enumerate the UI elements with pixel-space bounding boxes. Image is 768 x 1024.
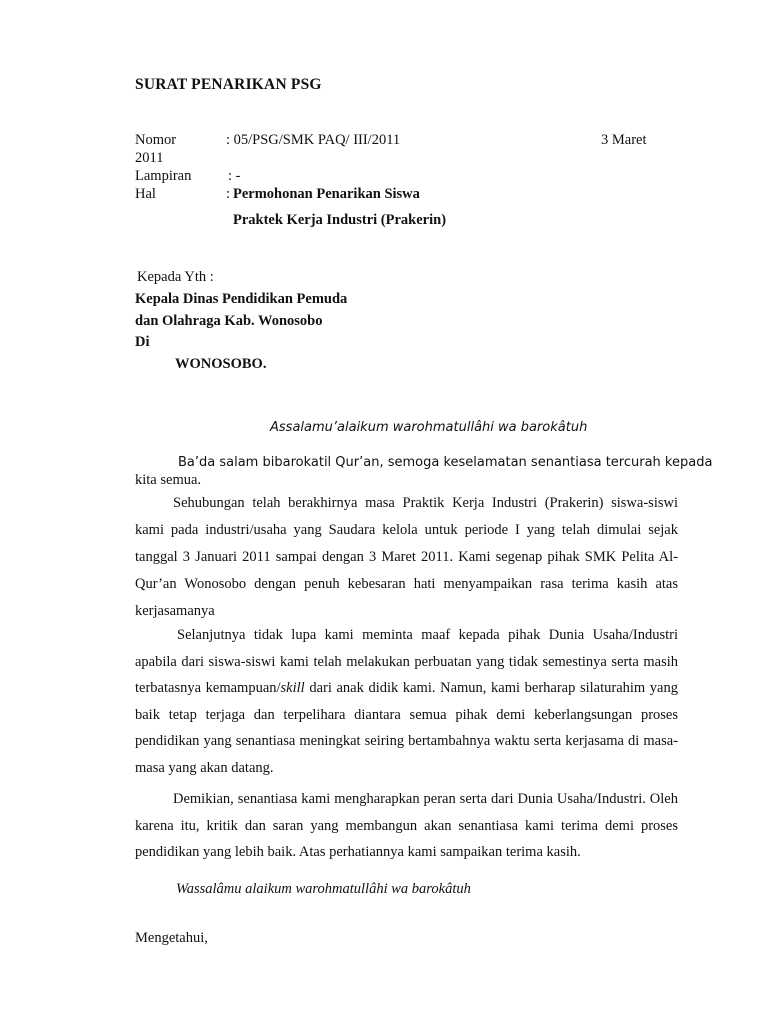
paragraph-3 [135,622,678,781]
paragraph-3-text-a: Selanjutnya tidak lupa kami meminta maaf kepada pihak Dunia Usaha/Industri apabila dari siswa-siswi kami telah melakukan perbuatan yang tidak semestinya serta masih terbatasnya kemampuan/ [135,627,678,696]
paragraph-4-text: Demikian, senantiasa kami mengharapkan peran serta dari Dunia Usaha/Industri. Oleh karena itu, kritik dan saran yang membangun akan senantiasa kami terima demi proses pendidikan yang lebih baik. Atas perhatiannya kami sampaikan terima kasih. [135,791,678,860]
paragraph-2 [135,490,678,625]
salutation: Assalamu’alaikum warohmatullâhi wa barokâtuh [270,420,588,435]
paragraph-1-line1: Ba’da salam bibarokatil Qur’an, semoga keselamatan senantiasa tercurah kepada [178,455,713,470]
hal-subject-line2: Praktek Kerja Industri (Prakerin) [233,212,447,228]
hal-label: Hal [135,186,156,202]
letter-date-year: 2011 [135,150,164,166]
recipient-line2: dan Olahraga Kab. Wonosobo [135,313,323,329]
nomor-value: : 05/PSG/SMK PAQ/ III/2011 [226,132,401,148]
recipient-greeting: Kepada Yth : [137,269,214,285]
paragraph-3-skill: skill [280,680,305,696]
hal-colon: : [226,186,231,202]
letter-date: 3 Maret [601,132,647,148]
lampiran-label: Lampiran [135,168,192,184]
paragraph-2-text: Sehubungan telah berakhirnya masa Praktik Kerja Industri (Prakerin) siswa-siswi kami pada industri/usaha yang Saudara kelola untuk periode I yang telah dimulai sejak tanggal 3 Januari 2011 sampai dengan 3 Maret 2011. Kami segenap pihak SMK Pelita Al-Qur’an Wonosobo dengan penuh kebesaran hati menyampaikan rasa terima kasih atas kerjasamanya [135,495,678,619]
recipient-city: WONOSOBO. [175,356,267,372]
sign-off: Mengetahui, [135,930,208,946]
lampiran-value: : - [228,168,241,184]
paragraph-3-text-b: dari anak didik kami. Namun, kami berharap silaturahim yang baik tetap terjaga dan terpelihara diantara semua pihak demi keberlangsungan proses pendidikan yang senantiasa meningkat seiring bertambahnya waktu serta kerjasama di masa-masa yang akan datang. [135,680,678,776]
paragraph-4 [135,786,678,866]
closing-salutation: Wassalâmu alaikum warohmatullâhi wa barokâtuh [176,881,471,897]
recipient-line3: Di [135,334,150,350]
hal-subject-line1: Permohonan Penarikan Siswa [233,186,420,202]
letter-title: SURAT PENARIKAN PSG [135,76,322,93]
nomor-label: Nomor [135,132,177,148]
recipient-line1: Kepala Dinas Pendidikan Pemuda [135,291,348,307]
paragraph-1-line2: kita semua. [135,472,202,488]
